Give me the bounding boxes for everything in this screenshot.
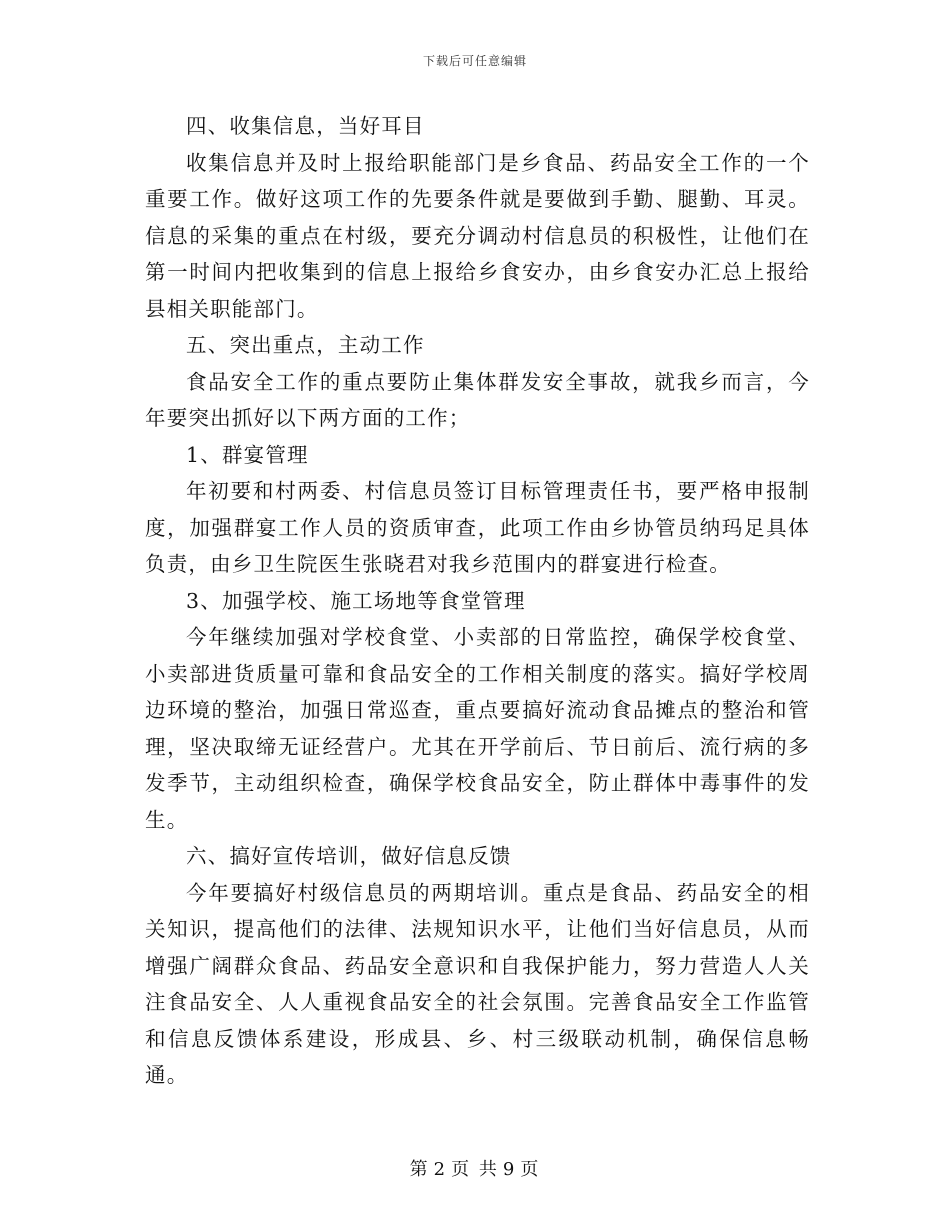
- section-heading-6: 六、搞好宣传培训，做好信息反馈: [186, 844, 512, 868]
- section-heading-5: 五、突出重点，主动工作: [186, 333, 425, 357]
- section-heading-4: 四、收集信息，当好耳目: [186, 114, 425, 138]
- footer-middle: 页 共: [451, 1159, 499, 1180]
- subheading-canteen-management: 3、加强学校、施工场地等食堂管理: [186, 588, 526, 613]
- body-paragraph: 年初要和村两委、村信息员签订目标管理责任书，要严格申报制度，加强群宴工作人员的资质审查，此项工作由乡协管员纳玛足具体负责，由乡卫生院医生张晓君对我乡范围内的群宴进行检查。: [145, 479, 810, 576]
- subheading-banquet-management: 1、群宴管理: [186, 442, 309, 467]
- header-note: 下载后可任意编辑: [422, 54, 527, 68]
- current-page-number: 2: [433, 1159, 448, 1180]
- body-paragraph: 今年继续加强对学校食堂、小卖部的日常监控，确保学校食堂、小卖部进货质量可靠和食品安全的工作相关制度的落实。搞好学校周边环境的整治，加强日常巡查，重点要搞好流动食品摊点的整治和管理，坚决取缔无证经营户。尤其在开学前后、节日前后、流行病的多发季节，主动组织检查，确保学校食品安全，防止群体中毒事件的发生。: [145, 625, 810, 832]
- page-number-footer: [0, 1155, 950, 1181]
- body-paragraph: 食品安全工作的重点要防止集体群发安全事故，就我乡而言，今年要突出抓好以下两方面的工作；: [145, 369, 810, 430]
- document-body: [145, 108, 810, 1094]
- body-paragraph: 今年要搞好村级信息员的两期培训。重点是食品、药品安全的相关知识，提高他们的法律、法规知识水平，让他们当好信息员，从而增强广阔群众食品、药品安全意识和自我保护能力，努力营造人人关注食品安全、人人重视食品安全的社会氛围。完善食品安全工作监管和信息反馈体系建设，形成县、乡、村三级联动机制，确保信息畅通。: [145, 880, 810, 1087]
- total-pages-number: 9: [502, 1159, 517, 1180]
- footer-prefix: 第: [409, 1159, 430, 1180]
- footer-suffix: 页: [520, 1159, 541, 1180]
- body-paragraph: 收集信息并及时上报给职能部门是乡食品、药品安全工作的一个重要工作。做好这项工作的先要条件就是要做到手勤、腿勤、耳灵。信息的采集的重点在村级，要充分调动村信息员的积极性，让他们在第一时间内把收集到的信息上报给乡食安办，由乡食安办汇总上报给县相关职能部门。: [145, 150, 810, 321]
